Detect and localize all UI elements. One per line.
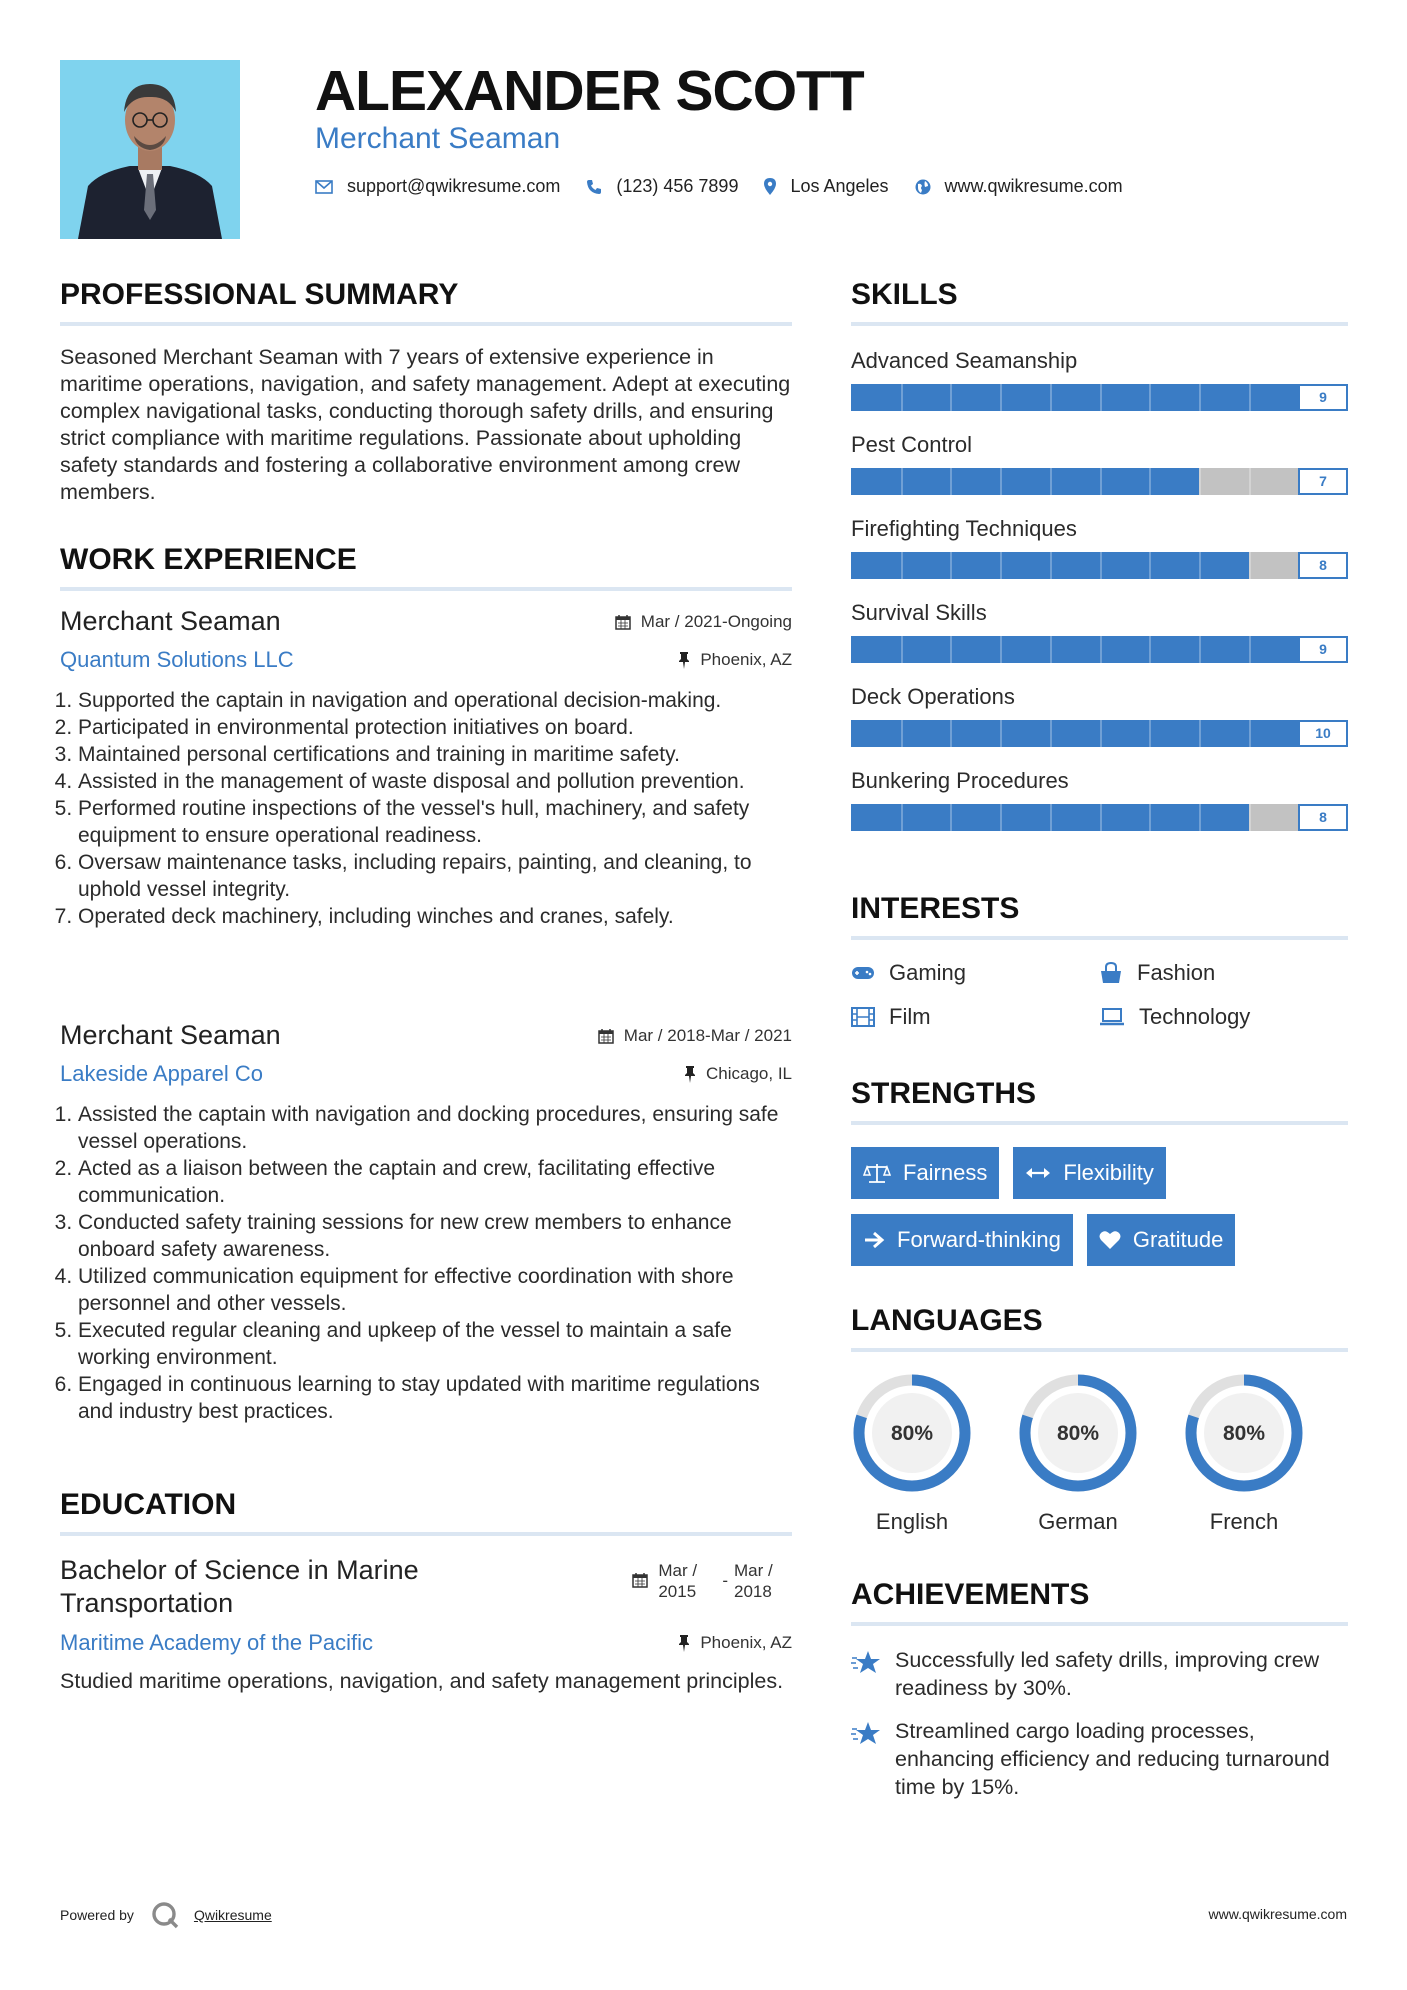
skill-level-badge: 9	[1298, 384, 1348, 411]
profile-photo	[60, 60, 240, 239]
list-item: 3. Maintained personal certifications and training in maritime safety.	[78, 741, 792, 768]
skill-bar-segment	[1100, 720, 1102, 747]
skills-heading: SKILLS	[851, 278, 958, 311]
language-percent: 80%	[1222, 1422, 1266, 1445]
language-name: French	[1209, 1509, 1279, 1534]
skill-bar-segment	[1100, 804, 1102, 831]
map-pin-icon	[764, 178, 776, 195]
contact-phone[interactable]	[586, 176, 738, 197]
skill-bar-segment	[1100, 384, 1102, 411]
strength-chip: Gratitude	[1087, 1214, 1236, 1266]
skill-name: Pest Control	[851, 432, 973, 457]
language-name: German	[1038, 1509, 1118, 1534]
skill-bar-segment	[1100, 468, 1102, 495]
skill-bar-segment	[950, 636, 952, 663]
skill-bar-segment	[1149, 720, 1151, 747]
skill-level-badge: 10	[1298, 720, 1348, 747]
education-location: Phoenix, AZ	[678, 1633, 792, 1653]
job-entry-1	[60, 606, 792, 930]
skill-bar-segment	[1050, 552, 1052, 579]
contact-email[interactable]	[315, 176, 560, 197]
contact-bar	[315, 176, 1149, 197]
language-percent: 80%	[1056, 1422, 1100, 1445]
language-percent: 80%	[890, 1422, 934, 1445]
experience-heading: WORK EXPERIENCE	[60, 543, 357, 576]
skill-bar-segment	[1149, 468, 1151, 495]
job-location: Phoenix, AZ	[678, 650, 792, 670]
skill-bar-segment	[950, 552, 952, 579]
skill-bar-segment	[1249, 552, 1251, 579]
skill-bar-segment	[1149, 552, 1151, 579]
skill-level-badge: 7	[1298, 468, 1348, 495]
globe-icon	[915, 179, 931, 195]
skill-item	[851, 600, 1348, 663]
languages-section	[851, 1304, 1348, 1535]
skill-bar-segment	[1149, 636, 1151, 663]
achievement-item: Streamlined cargo loading processes, enhancing efficiency and reducing turnaround time by 15%.	[851, 1717, 1348, 1801]
company-name: Quantum Solutions LLC	[60, 647, 294, 672]
skill-bar-segment	[1199, 384, 1201, 411]
job-dates: Mar / 2021-Ongoing	[615, 612, 792, 632]
degree-title: Bachelor of Science in Marine Transportation	[60, 1555, 419, 1618]
skill-item	[851, 432, 1348, 495]
experience-divider	[60, 587, 792, 591]
contact-location	[764, 176, 888, 197]
list-item: 1. Assisted the captain with navigation and docking procedures, ensuring safe vessel operations.	[78, 1101, 792, 1155]
skill-bar	[851, 720, 1348, 747]
skill-bar-segment	[901, 384, 903, 411]
skill-bar-segment	[1249, 804, 1251, 831]
candidate-title: Merchant Seaman	[315, 122, 561, 155]
list-item: 2. Acted as a liaison between the captain and crew, facilitating effective communication.	[78, 1155, 792, 1209]
skill-bar-segment	[1100, 552, 1102, 579]
education-dates	[632, 1560, 792, 1620]
skill-bar-segment	[1050, 804, 1052, 831]
language-name: English	[875, 1509, 949, 1534]
heart-icon	[1099, 1230, 1121, 1250]
arrows-horizontal-icon	[1025, 1166, 1051, 1180]
skill-bar-segment	[950, 384, 952, 411]
powered-by-text: Powered by	[60, 1907, 134, 1923]
skill-bar-segment	[1050, 636, 1052, 663]
star-icon	[851, 1650, 881, 1676]
summary-heading: PROFESSIONAL SUMMARY	[60, 278, 459, 311]
skill-bar-segment	[901, 636, 903, 663]
skill-bar-segment	[901, 720, 903, 747]
list-item: 6. Engaged in continuous learning to stay updated with maritime regulations and industry best practices.	[78, 1371, 792, 1425]
list-item: 1. Supported the captain in navigation and operational decision-making.	[78, 687, 792, 714]
skill-bar-segment	[1050, 720, 1052, 747]
interests-heading: INTERESTS	[851, 892, 1020, 925]
skill-level-badge: 8	[1298, 804, 1348, 831]
experience-section	[60, 543, 792, 591]
skill-bar	[851, 804, 1348, 831]
skill-bar-segment	[1199, 636, 1201, 663]
language-item	[851, 1372, 973, 1535]
achievements-section	[851, 1578, 1348, 1801]
skill-bar-segment	[1249, 468, 1251, 495]
skill-bar-fill	[851, 384, 1298, 411]
achievements-divider	[851, 1622, 1348, 1626]
arrow-right-icon	[863, 1231, 885, 1249]
skill-item	[851, 684, 1348, 747]
skill-bar-segment	[1149, 384, 1151, 411]
summary-section	[60, 278, 792, 506]
skill-bar-segment	[1000, 720, 1002, 747]
calendar-icon	[632, 1572, 648, 1588]
skill-bar-segment	[1199, 804, 1201, 831]
qwikresume-logo-icon	[150, 1900, 180, 1930]
summary-divider	[60, 322, 792, 326]
strengths-heading: STRENGTHS	[851, 1077, 1037, 1110]
skill-item	[851, 768, 1348, 831]
job-bullets	[60, 687, 792, 930]
skill-bar-segment	[901, 804, 903, 831]
skill-bar-segment	[1199, 468, 1201, 495]
education-description: Studied maritime operations, navigation, and safety management principles.	[60, 1669, 784, 1693]
skill-name: Bunkering Procedures	[851, 768, 1069, 793]
skill-bar-segment	[950, 804, 952, 831]
skill-bar-segment	[1199, 720, 1201, 747]
phone-icon	[586, 179, 602, 195]
film-icon	[851, 1007, 875, 1027]
calendar-icon	[615, 614, 631, 630]
skill-level-badge: 8	[1298, 552, 1348, 579]
balance-scale-icon	[863, 1162, 891, 1184]
skill-name: Firefighting Techniques	[851, 516, 1077, 541]
skill-bar-segment	[1050, 468, 1052, 495]
strengths-divider	[851, 1121, 1348, 1125]
education-section	[60, 1488, 792, 1695]
skill-bar-segment	[1000, 804, 1002, 831]
phone-text: (123) 456 7899	[616, 176, 739, 196]
interest-item: Technology	[1099, 1004, 1348, 1030]
interests-divider	[851, 936, 1348, 940]
education-start: Mar / 2015	[658, 1561, 698, 1601]
skill-bar-segment	[950, 720, 952, 747]
pushpin-icon	[684, 1066, 696, 1083]
job-entry-2	[60, 1020, 792, 1425]
shopping-bag-icon	[1099, 962, 1123, 984]
job-title: Merchant Seaman	[60, 606, 281, 636]
skill-bar-segment	[901, 552, 903, 579]
skill-item	[851, 516, 1348, 579]
achievement-item: Successfully led safety drills, improving crew readiness by 30%.	[851, 1646, 1348, 1702]
skill-bar-segment	[1249, 384, 1251, 411]
date-separator: -	[722, 1571, 728, 1590]
achievements-heading: ACHIEVEMENTS	[851, 1578, 1090, 1611]
skill-bar-segment	[1249, 720, 1251, 747]
skill-bar	[851, 468, 1348, 495]
footer-branding	[60, 1900, 272, 1930]
list-item: 5. Performed routine inspections of the vessel's hull, machinery, and safety equipment to ensure operational readiness.	[78, 795, 792, 849]
skills-divider	[851, 322, 1348, 326]
location-text: Los Angeles	[790, 176, 889, 196]
job-location: Chicago, IL	[684, 1064, 792, 1084]
job-bullets	[60, 1101, 792, 1425]
skills-list	[851, 348, 1348, 831]
contact-website[interactable]	[915, 176, 1123, 197]
pushpin-icon	[678, 652, 690, 669]
list-item: 3. Conducted safety training sessions for new crew members to enhance onboard safety awareness.	[78, 1209, 792, 1263]
education-divider	[60, 1532, 792, 1536]
skill-bar-segment	[1000, 384, 1002, 411]
laptop-icon	[1099, 1008, 1125, 1026]
job-title: Merchant Seaman	[60, 1020, 281, 1050]
education-end: Mar / 2018	[734, 1561, 773, 1601]
pushpin-icon	[678, 1635, 690, 1652]
candidate-name: ALEXANDER SCOTT	[315, 59, 864, 123]
languages-list	[851, 1372, 1348, 1535]
summary-text: Seasoned Merchant Seaman with 7 years of extensive experience in maritime operations, navigation, and safety management. Adept at executing complex navigational tasks, conducting thorough safety drills, and ensuring strict compliance with maritime regulations. Passionate about upholding safety standards and fostering a collaborative environment among crew members.	[60, 345, 791, 504]
gamepad-icon	[851, 965, 875, 981]
skills-section	[851, 278, 1348, 852]
strengths-section	[851, 1077, 1348, 1266]
skill-bar-segment	[1199, 552, 1201, 579]
interest-item: Fashion	[1099, 960, 1348, 986]
skill-name: Advanced Seamanship	[851, 348, 1078, 373]
skill-item	[851, 348, 1348, 411]
list-item: 6. Oversaw maintenance tasks, including repairs, painting, and cleaning, to uphold vessel integrity.	[78, 849, 792, 903]
interest-item: Gaming	[851, 960, 1099, 986]
skill-bar	[851, 384, 1348, 411]
strength-chip: Forward-thinking	[851, 1214, 1073, 1266]
list-item: 2. Participated in environmental protection initiatives on board.	[78, 714, 792, 741]
skill-bar-segment	[1249, 636, 1251, 663]
interest-item: Film	[851, 1004, 1099, 1030]
brand-link[interactable]: Qwikresume	[193, 1907, 272, 1923]
strength-chip: Fairness	[851, 1147, 999, 1199]
skill-bar-segment	[1100, 636, 1102, 663]
calendar-icon	[598, 1028, 614, 1044]
skill-bar-segment	[1000, 636, 1002, 663]
language-item	[1183, 1372, 1305, 1535]
language-progress-ring	[1017, 1372, 1139, 1494]
list-item: 4. Assisted in the management of waste disposal and pollution prevention.	[78, 768, 792, 795]
skill-bar-segment	[950, 468, 952, 495]
interests-section	[851, 892, 1348, 1030]
languages-heading: LANGUAGES	[851, 1304, 1043, 1337]
skill-bar	[851, 552, 1348, 579]
strength-chip: Flexibility	[1013, 1147, 1165, 1199]
languages-divider	[851, 1348, 1348, 1352]
envelope-icon	[315, 180, 333, 194]
skill-bar-fill	[851, 468, 1199, 495]
skill-name: Survival Skills	[851, 600, 987, 625]
skill-bar-fill	[851, 636, 1298, 663]
email-text: support@qwikresume.com	[347, 176, 561, 196]
school-name: Maritime Academy of the Pacific	[60, 1630, 374, 1655]
list-item: 5. Executed regular cleaning and upkeep of the vessel to maintain a safe working environment.	[78, 1317, 792, 1371]
skill-bar-segment	[1000, 468, 1002, 495]
list-item: 7. Operated deck machinery, including winches and cranes, safely.	[78, 903, 792, 930]
skill-bar	[851, 636, 1348, 663]
website-text: www.qwikresume.com	[944, 176, 1123, 196]
skill-bar-segment	[901, 468, 903, 495]
job-dates: Mar / 2018-Mar / 2021	[598, 1026, 792, 1046]
skill-name: Deck Operations	[851, 684, 1015, 709]
star-icon	[851, 1721, 881, 1747]
skill-bar-segment	[1149, 804, 1151, 831]
skill-level-badge: 9	[1298, 636, 1348, 663]
skill-bar-segment	[1000, 552, 1002, 579]
language-item	[1017, 1372, 1139, 1535]
footer-site[interactable]: www.qwikresume.com	[1208, 1906, 1347, 1922]
language-progress-ring	[1183, 1372, 1305, 1494]
language-progress-ring	[851, 1372, 973, 1494]
skill-bar-segment	[1050, 384, 1052, 411]
company-name: Lakeside Apparel Co	[60, 1061, 264, 1086]
list-item: 4. Utilized communication equipment for effective coordination with shore personnel and other vessels.	[78, 1263, 792, 1317]
education-heading: EDUCATION	[60, 1488, 237, 1521]
